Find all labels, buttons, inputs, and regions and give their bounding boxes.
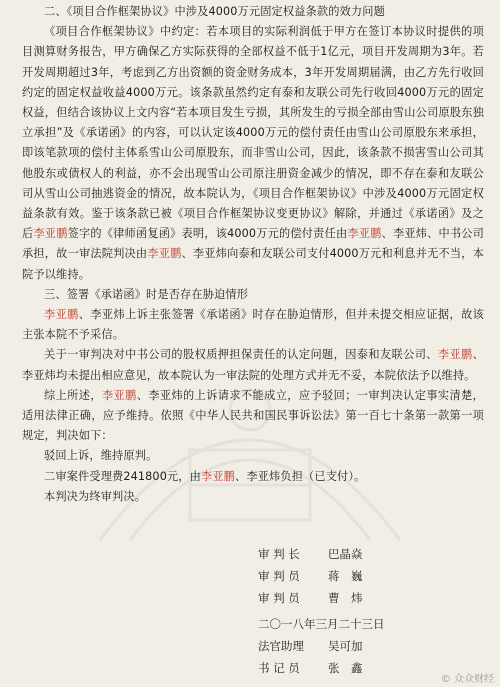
signature-judge-1: 审 判 员 蒋 巍 [258, 569, 363, 583]
section-heading-3: 三、签署《承诺函》时是否存在胁迫情形 [44, 287, 249, 301]
highlighted-name: 李亚鹏 [147, 247, 182, 261]
highlighted-name: 李亚鹏 [200, 469, 235, 483]
signature-clerk: 书 记 员 张 鑫 [258, 661, 363, 675]
highlighted-name: 李亚鹏 [33, 227, 68, 241]
paragraph-fixed-equity: 《项目合作框架协议》中约定：若本项目的实际利润低于甲方在签订本协议时提供的项目测算财务报告，甲方确保乙方实际获得的全部权益不低于1亿元，项目开发周期为3年。若开发周期超过3年，考虑到乙方出资额的资金财务成本，3年开发周期届满，由乙方先行收回约定的固定权益收益4000万元。该条款虽然约定有泰和友联公司先行收回4000万元的固定权益，但结合该协议上文内容“若本项目发生亏损，其所发生的亏损全部由雪山公司原股东独立承担”及《承诺函》的内容，可以认定该4000万元的偿付责任由雪山公司原股东来承担，即该笔款项的偿付主体系雪山公司原股东，而非雪山公司，因此，该条款不损害雪山公司其他股东或债权人的利益，亦不会出现雪山公司原注册资金减少的情况，即不存在泰和友联公司从雪山公司抽逃资金的情况，故本院认为，《项目合作框架协议》中涉及4000万元固定权益条款有效。鉴于该条款已被《项目合作框架协议变更协议》解除，并通过《承诺函》及之后李亚鹏签字的《律师函复函》表明，该4000万元的偿付责任由李亚鹏、李亚炜、中书公司承担，故一审法院判决由李亚鹏、李亚炜向泰和友联公司支付4000万元和利息并无不当，本院予以维持。 [22, 25, 485, 281]
highlighted-name: 李亚鹏 [44, 308, 79, 322]
paragraph-final: 本判决为终审判决。 [44, 489, 147, 503]
signature-assistant: 法官助理 吴可加 [258, 639, 363, 653]
paragraph-duress: 李亚鹏、李亚炜上诉主张签署《承诺函》时存在胁迫情形，但并未提交相应证据，故该主张本院不予采信。 [22, 308, 484, 342]
judgment-text [22, 2, 484, 507]
signature-chief-judge: 审 判 长 巴晶焱 [258, 547, 363, 561]
judgment-date: 二〇一八年三月二十三日 [258, 617, 385, 631]
highlighted-name: 李亚鹏 [101, 388, 137, 402]
source-watermark: © 众众财经 [440, 674, 494, 685]
paragraph-pledge: 关于一审判决对中书公司的股权质押担保责任的认定问题，因泰和友联公司、李亚鹏、李亚炜均未提出相应意见，故本院认为一审法院的处理方式并无不妥，本院依法予以维持。 [22, 348, 484, 382]
paragraph-verdict: 驳回上诉，维持原判。 [44, 449, 158, 463]
section-heading-2: 二、《项目合作框架协议》中涉及4000万元固定权益条款的效力问题 [44, 5, 385, 18]
signature-judge-2: 审 判 员 曹 炜 [258, 591, 363, 605]
highlighted-name: 李亚鹏 [437, 348, 473, 362]
highlighted-name: 李亚鹏 [347, 227, 382, 241]
paragraph-conclusion: 综上所述，李亚鹏、李亚炜的上诉请求不能成立，应予驳回；一审判决认定事实清楚，适用法律正确，应予维持。依照《中华人民共和国民事诉讼法》第一百七十条第一款第一项规定，判决如下： [22, 388, 484, 443]
paragraph-fee: 二审案件受理费241800元，由李亚鹏、李亚炜负担（已支付）。 [44, 469, 366, 483]
